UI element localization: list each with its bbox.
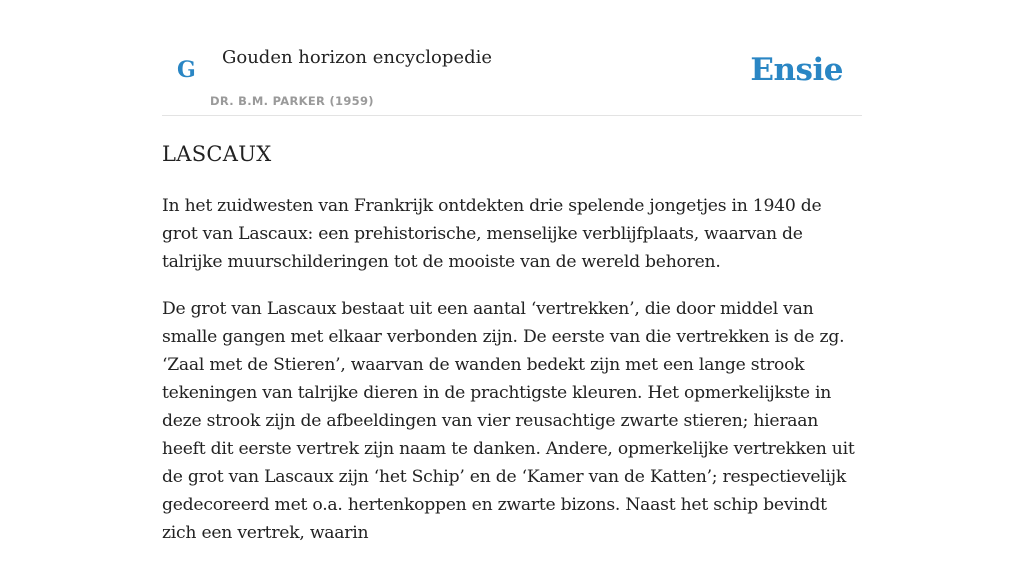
entry-title: LASCAUX: [162, 142, 272, 166]
entry-paragraph: De grot van Lascaux bestaat uit een aantal ‘vertrekken’, die door middel van smalle gangen met elkaar verbonden zijn. De eerste van die vertrekken is de zg. ‘Zaal met de Stieren’, waarvan de wanden bedekt zijn met een lange strook tekeningen van talrijke dieren in de prachtigste kleuren. Het opmerkelijkste in deze strook zijn de afbeeldingen van vier reusachtige zwarte stieren; hieraan heeft dit eerste vertrek zijn naam te danken. Andere, opmerkelijke vertrekken uit de grot van Lascaux zijn ‘het Schip’ en de ‘Kamer van de Katten’; respectievelijk gedecoreerd met o.a. hertenkoppen en zwarte bizons. Naast het schip bevindt zich een vertrek, waarin: [162, 299, 855, 543]
entry-body: [162, 192, 862, 566]
book-title-link[interactable]: Gouden horizon encyclopedie: [222, 47, 492, 68]
book-author: DR. B.M. PARKER (1959): [210, 94, 374, 108]
brand-logo[interactable]: Ensie: [750, 52, 843, 88]
book-icon[interactable]: G: [177, 57, 196, 83]
entry-paragraph: In het zuidwesten van Frankrijk ontdekten drie spelende jongetjes in 1940 de grot van Lascaux: een prehistorische, menselijke verblijfplaats, waarvan de talrijke muurschilderingen tot de mooiste van de wereld behoren.: [162, 196, 822, 272]
entry-header: [162, 0, 862, 116]
page-container: [162, 0, 862, 543]
